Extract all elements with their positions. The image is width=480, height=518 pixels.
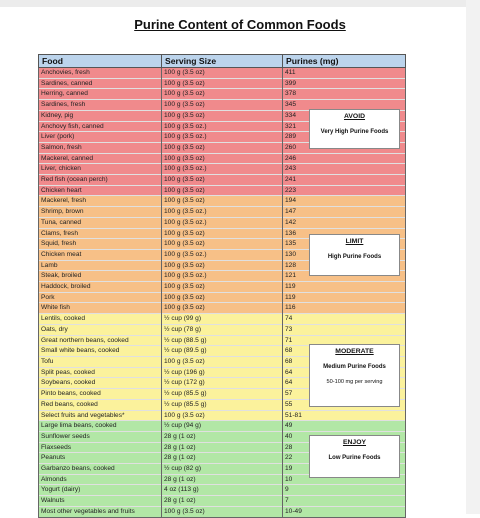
food-cell: Small white beans, cooked bbox=[39, 346, 162, 357]
serving-cell: 100 g (3.5 oz.) bbox=[162, 207, 283, 218]
food-cell: Tofu bbox=[39, 356, 162, 367]
purines-cell: 119 bbox=[283, 282, 406, 293]
food-cell: Lamb bbox=[39, 260, 162, 271]
table-row bbox=[39, 207, 406, 218]
food-cell: Mackerel, canned bbox=[39, 153, 162, 164]
purines-cell: 260 bbox=[283, 142, 406, 153]
food-cell: Great northern beans, cooked bbox=[39, 335, 162, 346]
header-serving-size: Serving Size bbox=[162, 55, 283, 68]
serving-cell: 28 g (1 oz) bbox=[162, 431, 283, 442]
purines-cell: 128 bbox=[283, 260, 406, 271]
food-cell: Anchovy fish, canned bbox=[39, 121, 162, 132]
serving-cell: ½ cup (99 g) bbox=[162, 314, 283, 325]
food-cell: Herring, canned bbox=[39, 89, 162, 100]
purines-cell: 74 bbox=[283, 314, 406, 325]
food-cell: Liver (pork) bbox=[39, 132, 162, 143]
table-row bbox=[39, 153, 406, 164]
serving-cell: 100 g (3.5 oz) bbox=[162, 89, 283, 100]
serving-cell: 28 g (1 oz) bbox=[162, 453, 283, 464]
food-cell: Select fruits and vegetables* bbox=[39, 410, 162, 421]
header-food: Food bbox=[39, 55, 162, 68]
food-cell: Yogurt (dairy) bbox=[39, 485, 162, 496]
top-edge-shade bbox=[0, 0, 480, 7]
serving-cell: 28 g (1 oz) bbox=[162, 442, 283, 453]
purines-cell: 51-81 bbox=[283, 410, 406, 421]
purines-cell: 49 bbox=[283, 421, 406, 432]
food-cell: Pork bbox=[39, 292, 162, 303]
legend-enjoy-desc: Low Purine Foods bbox=[328, 455, 381, 461]
legend-avoid-label: AVOID bbox=[343, 113, 366, 120]
table-header-row bbox=[39, 55, 406, 68]
serving-cell: 100 g (3.5 oz) bbox=[162, 153, 283, 164]
serving-cell: 100 g (3.5 oz.) bbox=[162, 217, 283, 228]
food-cell: Chicken heart bbox=[39, 185, 162, 196]
legend-limit-box bbox=[309, 234, 400, 276]
legend-avoid-box bbox=[309, 109, 400, 149]
food-cell: Walnuts bbox=[39, 496, 162, 507]
purines-cell: 399 bbox=[283, 78, 406, 89]
serving-cell: 100 g (3.5 oz) bbox=[162, 292, 283, 303]
food-cell: Red fish (ocean perch) bbox=[39, 175, 162, 186]
purines-cell: 121 bbox=[283, 271, 406, 282]
table-row bbox=[39, 324, 406, 335]
serving-cell: ½ cup (88.5 g) bbox=[162, 335, 283, 346]
food-cell: Flaxseeds bbox=[39, 442, 162, 453]
serving-cell: 100 g (3.5 oz) bbox=[162, 110, 283, 121]
table-row bbox=[39, 78, 406, 89]
food-cell: Sunflower seeds bbox=[39, 431, 162, 442]
table-row bbox=[39, 314, 406, 325]
table-row bbox=[39, 217, 406, 228]
header-purines: Purines (mg) bbox=[283, 55, 406, 68]
purines-cell: 289 bbox=[283, 132, 406, 143]
purines-cell: 7 bbox=[283, 496, 406, 507]
purines-cell: 73 bbox=[283, 324, 406, 335]
purines-cell: 64 bbox=[283, 378, 406, 389]
serving-cell: 100 g (3.5 oz) bbox=[162, 410, 283, 421]
serving-cell: ½ cup (82 g) bbox=[162, 464, 283, 475]
serving-cell: ½ cup (94 g) bbox=[162, 421, 283, 432]
legend-moderate-note: 50-100 mg per serving bbox=[326, 379, 383, 385]
table-row bbox=[39, 89, 406, 100]
purines-cell: 243 bbox=[283, 164, 406, 175]
table-row bbox=[39, 485, 406, 496]
purines-cell: 130 bbox=[283, 249, 406, 260]
serving-cell: 100 g (3.5 oz) bbox=[162, 68, 283, 79]
table-row bbox=[39, 68, 406, 79]
table-row bbox=[39, 282, 406, 293]
food-cell: Sardines, fresh bbox=[39, 100, 162, 111]
purines-cell: 116 bbox=[283, 303, 406, 314]
purines-cell: 22 bbox=[283, 453, 406, 464]
serving-cell: 100 g (3.5 oz) bbox=[162, 185, 283, 196]
serving-cell: ½ cup (172 g) bbox=[162, 378, 283, 389]
food-cell: Mackerel, fresh bbox=[39, 196, 162, 207]
purines-cell: 241 bbox=[283, 175, 406, 186]
purines-cell: 40 bbox=[283, 431, 406, 442]
purines-cell: 9 bbox=[283, 485, 406, 496]
legend-limit-desc: High Purine Foods bbox=[327, 254, 382, 260]
serving-cell: 100 g (3.5 oz) bbox=[162, 260, 283, 271]
serving-cell: ½ cup (85.5 g) bbox=[162, 389, 283, 400]
food-cell: Haddock, broiled bbox=[39, 282, 162, 293]
serving-cell: 28 g (1 oz) bbox=[162, 474, 283, 485]
serving-cell: 100 g (3.5 oz.) bbox=[162, 249, 283, 260]
serving-cell: 100 g (3.5 oz.) bbox=[162, 271, 283, 282]
food-cell: White fish bbox=[39, 303, 162, 314]
serving-cell: 100 g (3.5 oz) bbox=[162, 78, 283, 89]
purines-cell: 68 bbox=[283, 346, 406, 357]
purines-cell: 411 bbox=[283, 68, 406, 79]
serving-cell: 28 g (1 oz) bbox=[162, 496, 283, 507]
food-cell: Pinto beans, cooked bbox=[39, 389, 162, 400]
purines-cell: 68 bbox=[283, 356, 406, 367]
food-cell: Garbanzo beans, cooked bbox=[39, 464, 162, 475]
food-cell: Salmon, fresh bbox=[39, 142, 162, 153]
table-row bbox=[39, 410, 406, 421]
serving-cell: 100 g (3.5 oz.) bbox=[162, 121, 283, 132]
purines-cell: 57 bbox=[283, 389, 406, 400]
purines-cell: 136 bbox=[283, 228, 406, 239]
purines-cell: 246 bbox=[283, 153, 406, 164]
purines-cell: 71 bbox=[283, 335, 406, 346]
serving-cell: 100 g (3.5 oz) bbox=[162, 303, 283, 314]
serving-cell: 100 g (3.5 oz) bbox=[162, 196, 283, 207]
legend-moderate-label: MODERATE bbox=[335, 348, 374, 355]
purines-cell: 334 bbox=[283, 110, 406, 121]
purines-cell: 64 bbox=[283, 367, 406, 378]
serving-cell: 4 oz (113 g) bbox=[162, 485, 283, 496]
purines-cell: 378 bbox=[283, 89, 406, 100]
food-cell: Tuna, canned bbox=[39, 217, 162, 228]
serving-cell: ½ cup (78 g) bbox=[162, 324, 283, 335]
legend-enjoy-label: ENJOY bbox=[342, 439, 367, 446]
serving-cell: 100 g (3.5 oz) bbox=[162, 239, 283, 250]
food-cell: Oats, dry bbox=[39, 324, 162, 335]
purines-cell: 147 bbox=[283, 207, 406, 218]
legend-moderate-desc: Medium Purine Foods bbox=[323, 364, 386, 370]
table-row bbox=[39, 303, 406, 314]
serving-cell: ½ cup (85.5 g) bbox=[162, 399, 283, 410]
food-cell: Red beans, cooked bbox=[39, 399, 162, 410]
food-cell: Anchovies, fresh bbox=[39, 68, 162, 79]
purines-cell: 10 bbox=[283, 474, 406, 485]
food-cell: Large lima beans, cooked bbox=[39, 421, 162, 432]
serving-cell: 100 g (3.5 oz) bbox=[162, 142, 283, 153]
serving-cell: 100 g (3.5 oz) bbox=[162, 506, 283, 517]
serving-cell: 100 g (3.5 oz.) bbox=[162, 132, 283, 143]
table-row bbox=[39, 164, 406, 175]
purines-cell: 135 bbox=[283, 239, 406, 250]
purines-cell: 142 bbox=[283, 217, 406, 228]
purines-cell: 321 bbox=[283, 121, 406, 132]
legend-enjoy-box bbox=[309, 435, 400, 478]
food-cell: Kidney, pig bbox=[39, 110, 162, 121]
table-row bbox=[39, 185, 406, 196]
purines-cell: 55 bbox=[283, 399, 406, 410]
table-row bbox=[39, 175, 406, 186]
food-cell: Soybeans, cooked bbox=[39, 378, 162, 389]
table-row bbox=[39, 196, 406, 207]
purines-cell: 10-49 bbox=[283, 506, 406, 517]
table-row bbox=[39, 496, 406, 507]
food-cell: Peanuts bbox=[39, 453, 162, 464]
food-cell: Sardines, canned bbox=[39, 78, 162, 89]
legend-avoid-desc: Very High Purine Foods bbox=[320, 129, 389, 135]
table-row bbox=[39, 292, 406, 303]
legend-moderate-box bbox=[309, 344, 400, 407]
food-cell: Liver, chicken bbox=[39, 164, 162, 175]
food-cell: Clams, fresh bbox=[39, 228, 162, 239]
purines-cell: 223 bbox=[283, 185, 406, 196]
food-cell: Split peas, cooked bbox=[39, 367, 162, 378]
serving-cell: 100 g (3.5 oz.) bbox=[162, 164, 283, 175]
food-cell: Lentils, cooked bbox=[39, 314, 162, 325]
right-edge-shade bbox=[466, 0, 480, 514]
food-cell: Steak, broiled bbox=[39, 271, 162, 282]
purines-cell: 28 bbox=[283, 442, 406, 453]
serving-cell: ½ cup (89.5 g) bbox=[162, 346, 283, 357]
food-cell: Chicken meat bbox=[39, 249, 162, 260]
serving-cell: 100 g (3.5 oz) bbox=[162, 100, 283, 111]
serving-cell: 100 g (3.5 oz) bbox=[162, 175, 283, 186]
legend-limit-label: LIMIT bbox=[345, 238, 364, 245]
table-row bbox=[39, 421, 406, 432]
page-title: Purine Content of Common Foods bbox=[134, 17, 346, 32]
purines-cell: 19 bbox=[283, 464, 406, 475]
food-cell: Squid, fresh bbox=[39, 239, 162, 250]
serving-cell: 100 g (3.5 oz) bbox=[162, 282, 283, 293]
food-cell: Shrimp, brown bbox=[39, 207, 162, 218]
purines-cell: 119 bbox=[283, 292, 406, 303]
food-cell: Almonds bbox=[39, 474, 162, 485]
table-row bbox=[39, 506, 406, 517]
serving-cell: 100 g (3.5 oz) bbox=[162, 356, 283, 367]
serving-cell: ½ cup (196 g) bbox=[162, 367, 283, 378]
serving-cell: 100 g (3.5 oz) bbox=[162, 228, 283, 239]
food-cell: Most other vegetables and fruits bbox=[39, 506, 162, 517]
purines-cell: 194 bbox=[283, 196, 406, 207]
purines-cell: 345 bbox=[283, 100, 406, 111]
